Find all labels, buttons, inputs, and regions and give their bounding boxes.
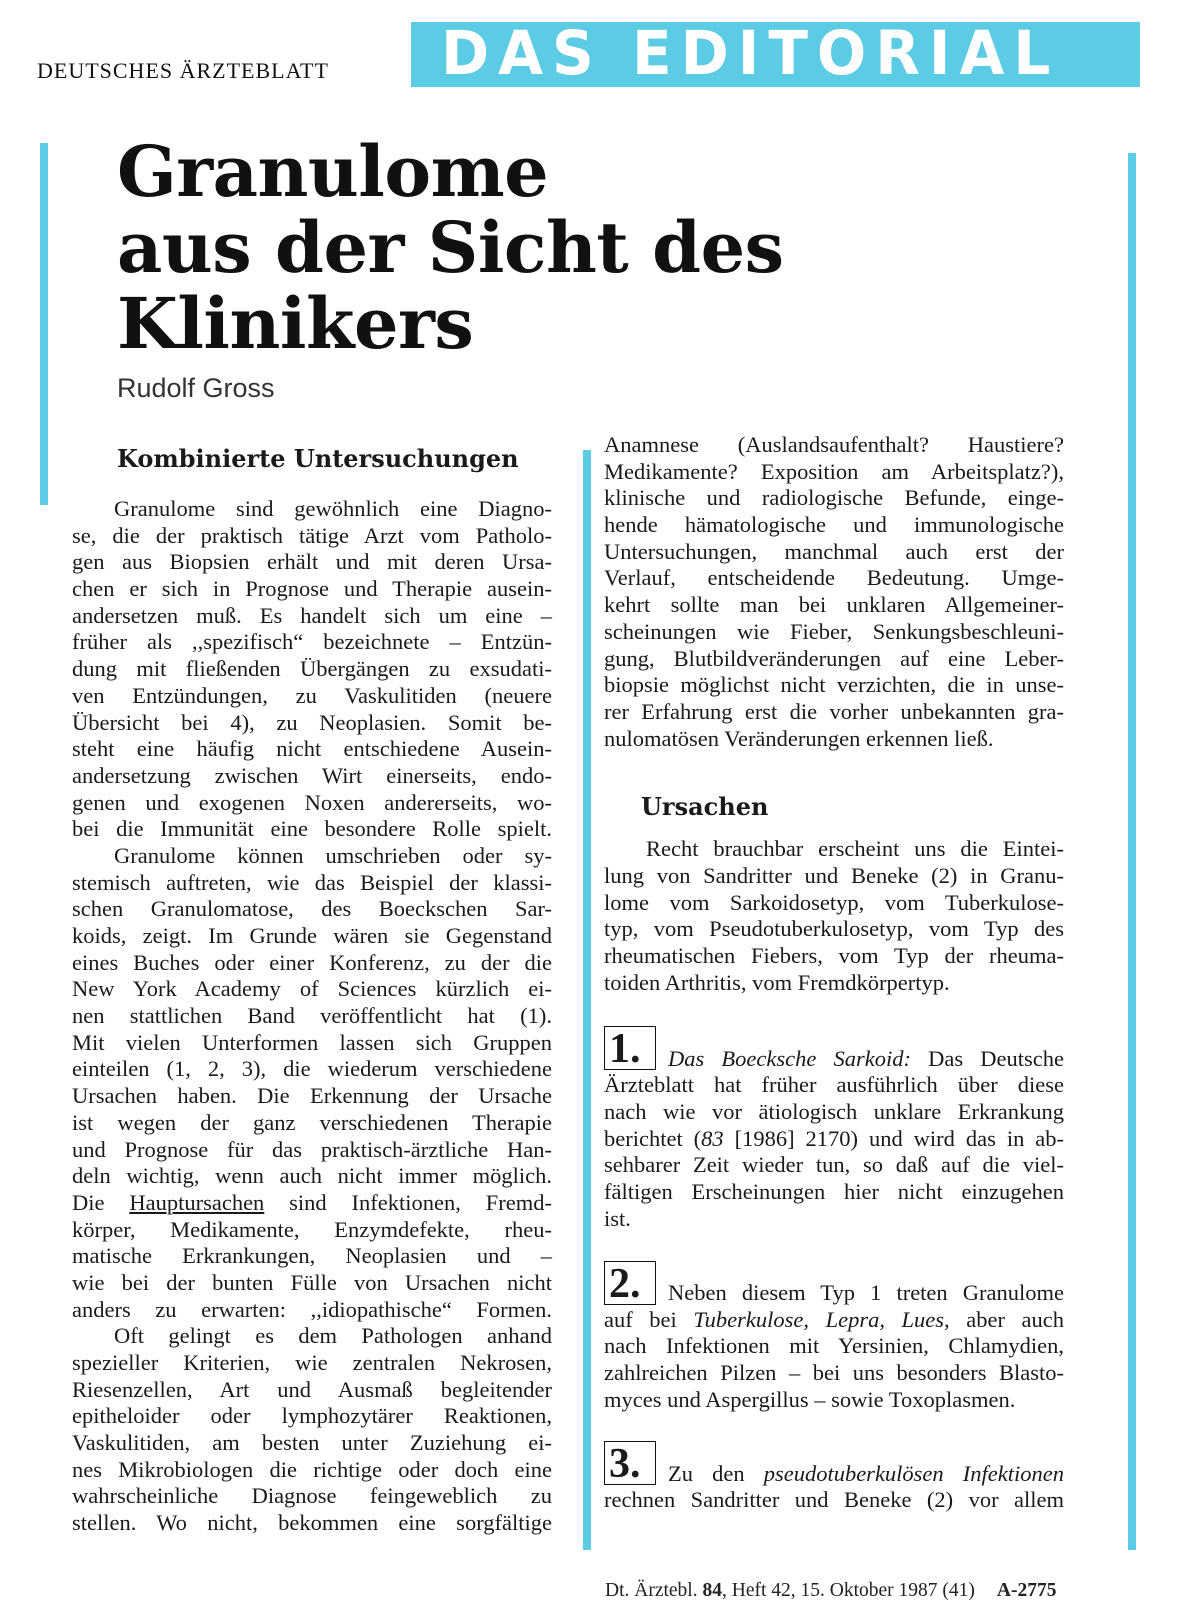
citation-volume: 83 bbox=[701, 1125, 724, 1151]
item-number-box: 1. bbox=[604, 1026, 656, 1070]
text-line: nes Mikrobiologen die richtige oder doch eine bbox=[72, 1456, 552, 1482]
text-line: Ursachen haben. Die Erkennung der Ursache bbox=[72, 1083, 552, 1109]
item-number-box: 2. bbox=[604, 1261, 656, 1305]
title-line-2: aus der Sicht des bbox=[117, 206, 784, 289]
numbered-item-2 bbox=[604, 1255, 1064, 1307]
text-line: Vaskulitiden, am besten unter Zuziehung ei- bbox=[72, 1430, 552, 1456]
text-line: nach Infektionen mit Yersinien, Chlamydien, bbox=[604, 1333, 1064, 1359]
underlined-term: Hauptursachen bbox=[129, 1189, 265, 1215]
text-line bbox=[604, 1126, 1064, 1153]
text-line: Medikamente? Exposition am Arbeitsplatz?), bbox=[604, 458, 1064, 484]
text-line: chen er sich in Prognose und Therapie ausein- bbox=[72, 576, 552, 602]
text-line: zahlreichen Pilzen – bei uns besonders Blasto- bbox=[604, 1359, 1064, 1385]
citation-prefix: Dt. Ärztebl. bbox=[605, 1580, 703, 1601]
text-line: rer Erfahrung erst die vorher unbekannten gra- bbox=[604, 698, 1064, 724]
text-line: ven Entzündungen, zu Vaskulitiden (neuere bbox=[72, 682, 552, 708]
text-line: scheinungen wie Fieber, Senkungsbeschleuni- bbox=[604, 618, 1064, 644]
item-number-box: 3. bbox=[604, 1441, 656, 1485]
text-line: eines Buches oder einer Konferenz, zu der die bbox=[72, 949, 552, 975]
text-fragment: auf bei bbox=[604, 1306, 694, 1332]
text-line bbox=[668, 1461, 1064, 1488]
text-line: körper, Medikamente, Enzymdefekte, rheu- bbox=[72, 1216, 552, 1242]
text-line: Anamnese (Auslandsaufenthalt? Haustiere? bbox=[604, 432, 1064, 457]
text-line: biopsie möglichst nicht verzichten, die in unse- bbox=[604, 672, 1064, 698]
text-line: myces und Aspergillus – sowie Toxoplasmen. bbox=[604, 1386, 1016, 1412]
text-line: wahrscheinliche Diagnose feingeweblich zu bbox=[72, 1483, 552, 1509]
text-line: andersetzung zwischen Wirt einerseits, endo- bbox=[72, 762, 552, 788]
author-name: Rudolf Gross bbox=[117, 373, 275, 403]
right-column bbox=[604, 432, 1064, 1514]
text-line: einteilen (1, 2, 3), die wiederum verschiedene bbox=[72, 1056, 552, 1082]
text-line: lung von Sandritter und Beneke (2) in Granu- bbox=[604, 862, 1064, 888]
section-label: DAS EDITORIAL bbox=[441, 17, 1060, 89]
text-fragment: berichtet ( bbox=[604, 1125, 702, 1151]
column-divider-bar bbox=[583, 450, 591, 1550]
text-line: deln wichtig, wenn auch nicht immer möglich. bbox=[72, 1163, 552, 1189]
text-line: nen stattlichen Band veröffentlicht hat (1). bbox=[72, 1003, 552, 1029]
page-number: A-2775 bbox=[996, 1580, 1057, 1601]
text-line: stemisch auftreten, wie das Beispiel der klassi- bbox=[72, 869, 552, 895]
text-line: epitheloider oder lymphozytärer Reaktionen, bbox=[72, 1403, 552, 1429]
text-line: ist. bbox=[604, 1205, 631, 1231]
text-line: steht eine häufig nicht entschiedene Ausein- bbox=[72, 736, 552, 762]
text-line: Ärzteblatt hat früher ausführlich über diese bbox=[604, 1072, 1064, 1098]
left-column bbox=[72, 446, 552, 1537]
text-line: toiden Arthritis, vom Fremdkörpertyp. bbox=[604, 969, 950, 995]
text-line: hende hämatologische und immunologische bbox=[604, 512, 1064, 538]
text-line: se, die der praktisch tätige Arzt vom Patholo- bbox=[72, 522, 552, 548]
text-line: gung, Blutbildveränderungen auf eine Leber- bbox=[604, 645, 1064, 671]
text-line bbox=[668, 1046, 1064, 1073]
text-line: klinische und radiologische Befunde, einge- bbox=[604, 485, 1064, 511]
text-line: kehrt sollte man bei unklaren Allgemeiner- bbox=[604, 592, 1064, 618]
text-line: Untersuchungen, manchmal auch erst der bbox=[604, 538, 1064, 564]
volume-number: 84 bbox=[702, 1580, 722, 1601]
text-line: sehbarer Zeit wieder tun, so daß auf die viel- bbox=[604, 1152, 1064, 1178]
text-fragment: Zu den bbox=[668, 1460, 764, 1486]
citation-rest: , Heft 42, 15. Oktober 1987 (41) bbox=[721, 1580, 975, 1601]
text-line: dung mit fließenden Übergängen zu exsudati- bbox=[72, 656, 552, 682]
section-banner bbox=[411, 17, 1140, 89]
numbered-item-3 bbox=[604, 1435, 1064, 1487]
text-line-with-underline bbox=[72, 1190, 552, 1217]
text-line: gen aus Biopsien erhält und mit deren Ursa- bbox=[72, 549, 552, 575]
text-line: ist wegen der ganz verschiedenen Therapie bbox=[72, 1109, 552, 1135]
item-lead: Das Boecksche Sarkoid: bbox=[668, 1045, 911, 1071]
text-fragment: Die bbox=[72, 1189, 130, 1215]
text-line: und Prognose für das praktisch-ärztliche Han- bbox=[72, 1136, 552, 1162]
text-line: anders zu erwarten: ,,idiopathische“ Formen. bbox=[72, 1296, 552, 1322]
text-fragment: [1986] 2170) und wird das in ab- bbox=[723, 1125, 1064, 1151]
disease-list: Tuberkulose, Lepra, Lues, bbox=[693, 1306, 950, 1332]
text-line: Granulome sind gewöhnlich eine Diagno- bbox=[114, 496, 552, 521]
text-line: andersetzen muß. Es handelt sich um eine – bbox=[72, 602, 552, 628]
page-footer bbox=[605, 1580, 1056, 1602]
text-line: schen Granulomatose, des Boeckschen Sar- bbox=[72, 896, 552, 922]
text-line: bei die Immunität eine besondere Rolle spielt. bbox=[72, 816, 552, 842]
text-line bbox=[604, 1307, 1064, 1334]
text-fragment: Das Deutsche bbox=[910, 1045, 1064, 1071]
text-line: spezieller Kriterien, wie zentralen Nekrosen, bbox=[72, 1350, 552, 1375]
text-line: rechnen Sandritter und Beneke (2) vor allem bbox=[604, 1487, 1064, 1513]
text-line: wie bei der bunten Fülle von Ursachen nicht bbox=[72, 1269, 552, 1295]
section-heading: Ursachen bbox=[641, 792, 769, 822]
text-line: koids, zeigt. Im Grunde wären sie Gegenstand bbox=[72, 923, 552, 948]
right-accent-bar bbox=[1128, 153, 1136, 1550]
text-line: Granulome können umschrieben oder sy- bbox=[114, 842, 552, 868]
journal-name: DEUTSCHES ÄRZTEBLATT bbox=[37, 58, 329, 83]
text-fragment: aber auch bbox=[949, 1306, 1064, 1332]
article-title bbox=[117, 130, 837, 365]
text-line: Oft gelingt es dem Pathologen anhand bbox=[114, 1323, 552, 1349]
text-line: Riesenzellen, Art und Ausmaß begleitender bbox=[72, 1376, 552, 1402]
text-line: rheumatischen Fiebers, vom Typ der rheuma- bbox=[604, 943, 1064, 968]
text-line: nulomatösen Veränderungen erkennen ließ. bbox=[604, 725, 994, 751]
infection-term: pseudotuberkulösen Infektionen bbox=[763, 1460, 1064, 1486]
text-line: lome vom Sarkoidosetyp, vom Tuberkulose- bbox=[604, 889, 1064, 915]
text-fragment: sind Infektionen, Fremd- bbox=[264, 1189, 552, 1215]
text-line: stellen. Wo nicht, bekommen eine sorgfältige bbox=[72, 1510, 552, 1536]
left-accent-bar bbox=[40, 143, 48, 505]
text-line: matische Erkrankungen, Neoplasien und – bbox=[72, 1243, 552, 1269]
text-line: typ, vom Pseudotuberkulosetyp, vom Typ des bbox=[604, 916, 1064, 942]
text-line: fältigen Erscheinungen hier nicht einzugehen bbox=[604, 1179, 1064, 1205]
text-line: Verlauf, entscheidende Bedeutung. Umge- bbox=[604, 565, 1064, 591]
text-line: Recht brauchbar erscheint uns die Eintei- bbox=[646, 836, 1064, 862]
text-line: Mit vielen Unterformen lassen sich Gruppen bbox=[72, 1029, 552, 1055]
title-line-1: Granulome bbox=[117, 130, 549, 213]
text-line: Übersicht bei 4), zu Neoplasien. Somit be- bbox=[72, 709, 552, 735]
text-line: Neben diesem Typ 1 treten Granulome bbox=[668, 1279, 1064, 1305]
numbered-item-1 bbox=[604, 1020, 1064, 1072]
text-line: New York Academy of Sciences kürzlich ei- bbox=[72, 976, 552, 1002]
text-line: genen und exogenen Noxen andererseits, wo- bbox=[72, 789, 552, 815]
text-line: früher als ,,spezifisch“ bezeichnete – Entzün- bbox=[72, 629, 552, 655]
section-heading: Kombinierte Untersuchungen bbox=[117, 444, 519, 473]
title-line-3: Klinikers bbox=[117, 282, 474, 365]
text-line: nach wie vor ätiologisch unklare Erkrankung bbox=[604, 1099, 1064, 1125]
